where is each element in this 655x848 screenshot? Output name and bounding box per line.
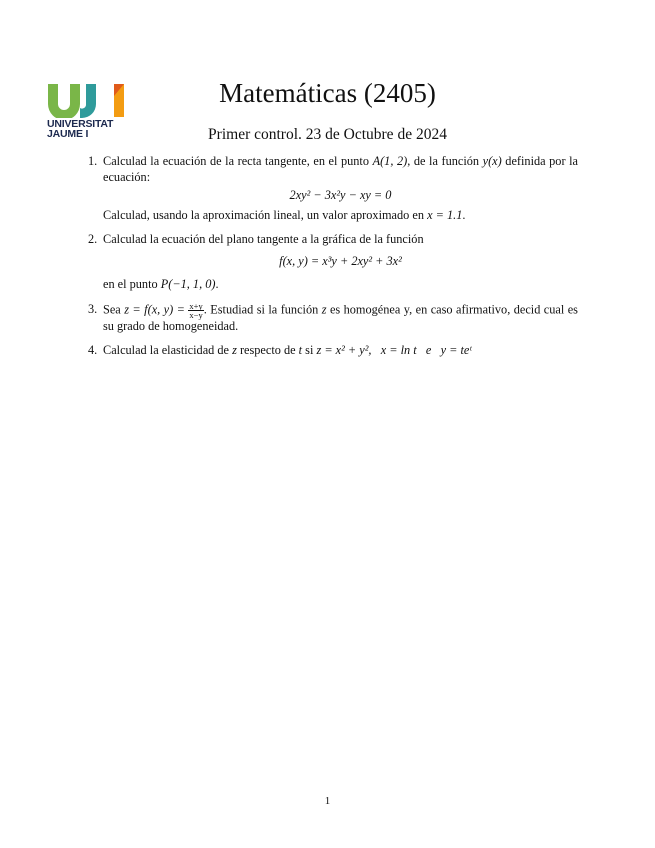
problem-followup: en el punto P(−1, 1, 0). <box>103 277 219 291</box>
university-logo <box>46 82 128 140</box>
problem-number: 2. <box>88 232 98 246</box>
exam-subtitle: Primer control. 23 de Octubre de 2024 <box>208 126 447 143</box>
problem-4: 4. Calculad la elasticidad de z respecto de t si z = x² + y², x = ln t e y = teᵗ <box>88 343 472 357</box>
problem-statement: Calculad la ecuación del plano tangente a la gráfica de la función <box>103 232 424 246</box>
problem-followup: Calculad, usando la aproximación lineal, un valor aproximado en x = 1.1. <box>103 207 466 222</box>
logo-text: UNIVERSITAT JAUME I <box>47 118 114 140</box>
equation: 2xy² − 3x²y − xy = 0 <box>289 188 392 202</box>
problem-number: 3. <box>88 301 98 316</box>
uji-logo-icon <box>46 82 128 118</box>
page-number: 1 <box>324 795 331 807</box>
problem-1 <box>88 154 578 223</box>
equation: f(x, y) = x³y + 2xy² + 3x² <box>279 253 402 268</box>
problem-number: 1. <box>88 154 98 168</box>
page-title: Matemáticas (2405) <box>219 78 436 108</box>
problem-number: 4. <box>88 343 98 357</box>
problem-statement: Calculad la ecuación de la recta tangente, en el punto A(1, 2), de la función y(x) definida por la ecuación: <box>103 154 578 184</box>
fraction: $\frac{x+y}{x-y}$ <box>189 300 203 320</box>
problem-2 <box>88 232 578 293</box>
problem-3: 3. Sea z = f(x, y) = $\frac{x+y}{x-y}$ . Estudiad si la función z es homogénea y, en caso afirmativo, decid cual es su grado de homogeneidad. <box>88 300 578 333</box>
problem-list <box>88 154 578 368</box>
